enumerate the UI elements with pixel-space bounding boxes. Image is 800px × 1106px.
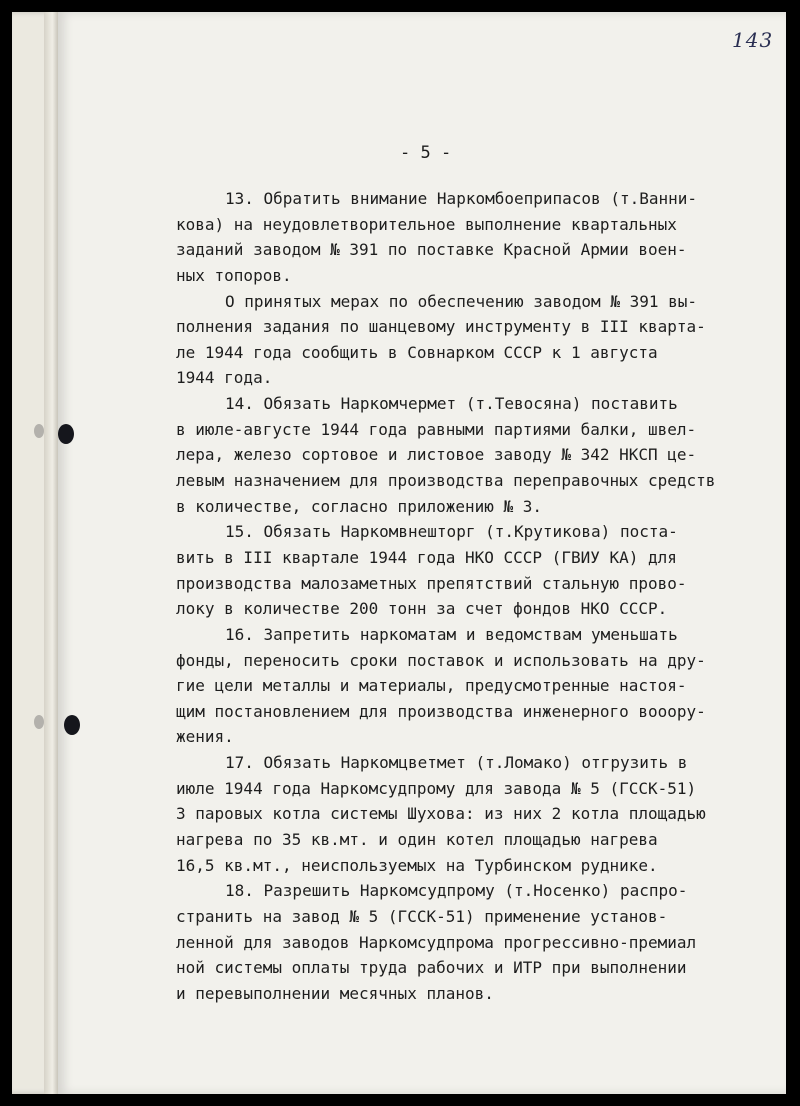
text-line: 15. Обязать Наркомвнешторг (т.Крутикова) поста-	[225, 522, 678, 542]
punch-hole-upper	[58, 424, 74, 444]
text-line: полнения задания по шанцевому инструменту в III кварта-	[176, 317, 706, 337]
text-line: 13. Обратить внимание Наркомбоеприпасов (т.Ванни-	[225, 189, 698, 208]
text-line: заданий заводом № 391 по поставке Красной Армии воен-	[176, 240, 687, 260]
text-line: и перевыполнении месячных планов.	[176, 983, 494, 1003]
text-line: 17. Обязать Наркомцветмет (т.Ломако) отгрузить в	[225, 753, 688, 773]
text-line: лера, железо сортовое и листовое заводу № 342 НКСП це-	[176, 445, 697, 465]
punch-hole-lower	[64, 715, 80, 735]
text-line: ленной для заводов Наркомсудпрома прогрессивно-премиал	[176, 932, 697, 952]
paragraph-p15	[176, 519, 776, 622]
paragraph-p13b	[176, 289, 776, 392]
binding-shadow	[44, 12, 58, 1094]
text-line: левым назначением для производства переправочных средств	[176, 471, 716, 491]
paragraph-p13	[176, 186, 776, 289]
text-line: 16. Запретить наркоматам и ведомствам уменьшать	[225, 624, 678, 644]
text-line: ной системы оплаты труда рабочих и ИТР при выполнении	[176, 958, 687, 978]
text-line: странить на завод № 5 (ГССК-51) применение установ-	[176, 906, 668, 926]
text-line: ле 1944 года сообщить в Совнарком СССР к 1 августа	[176, 342, 658, 362]
paragraph-p16	[176, 622, 776, 750]
paragraph-p14	[176, 391, 776, 519]
text-line: в июле-августе 1944 года равными партиями балки, швел-	[176, 419, 697, 439]
text-line: 3 паровых котла системы Шухова: из них 2 котла площадью	[176, 804, 706, 824]
text-line: 18. Разрешить Наркомсудпрому (т.Носенко) распро-	[225, 881, 688, 901]
text-line: ных топоров.	[176, 265, 292, 285]
paragraph-p17	[176, 750, 776, 878]
text-line: локу в количестве 200 тонн за счет фондов НКО СССР.	[176, 599, 668, 619]
text-line: в количестве, согласно приложению № 3.	[176, 496, 543, 516]
text-line: 1944 года.	[176, 368, 273, 388]
text-line: гие цели металлы и материалы, предусмотренные настоя-	[176, 676, 687, 696]
folio-number: 143	[732, 28, 774, 52]
punch-hole-ghost-upper	[34, 424, 44, 438]
document-body	[176, 186, 776, 1007]
text-line: жения.	[176, 727, 234, 747]
text-line: производства малозаметных препятствий стальную прово-	[176, 573, 687, 593]
punch-hole-ghost-lower	[34, 715, 44, 729]
text-line: вить в III квартале 1944 года НКО СССР (ГВИУ КА) для	[176, 547, 677, 567]
text-line: О принятых мерах по обеспечению заводом № 391 вы-	[225, 291, 698, 311]
text-line: 14. Обязать Наркомчермет (т.Тевосяна) поставить	[225, 394, 678, 414]
text-line: нагрева по 35 кв.мт. и один котел площадью нагрева	[176, 830, 658, 850]
text-line: кова) на неудовлетворительное выполнение квартальных	[176, 214, 677, 234]
page-number: - 5 -	[400, 143, 452, 163]
paragraph-p18	[176, 878, 776, 1006]
text-line: фонды, переносить сроки поставок и использовать на дру-	[176, 650, 706, 670]
text-line: 16,5 кв.мт., неиспользуемых на Турбинском руднике.	[176, 855, 658, 875]
text-line: июле 1944 года Наркомсудпрому для завода № 5 (ГССК-51)	[176, 778, 697, 798]
text-line: щим постановлением для производства инженерного вооору-	[176, 701, 706, 721]
